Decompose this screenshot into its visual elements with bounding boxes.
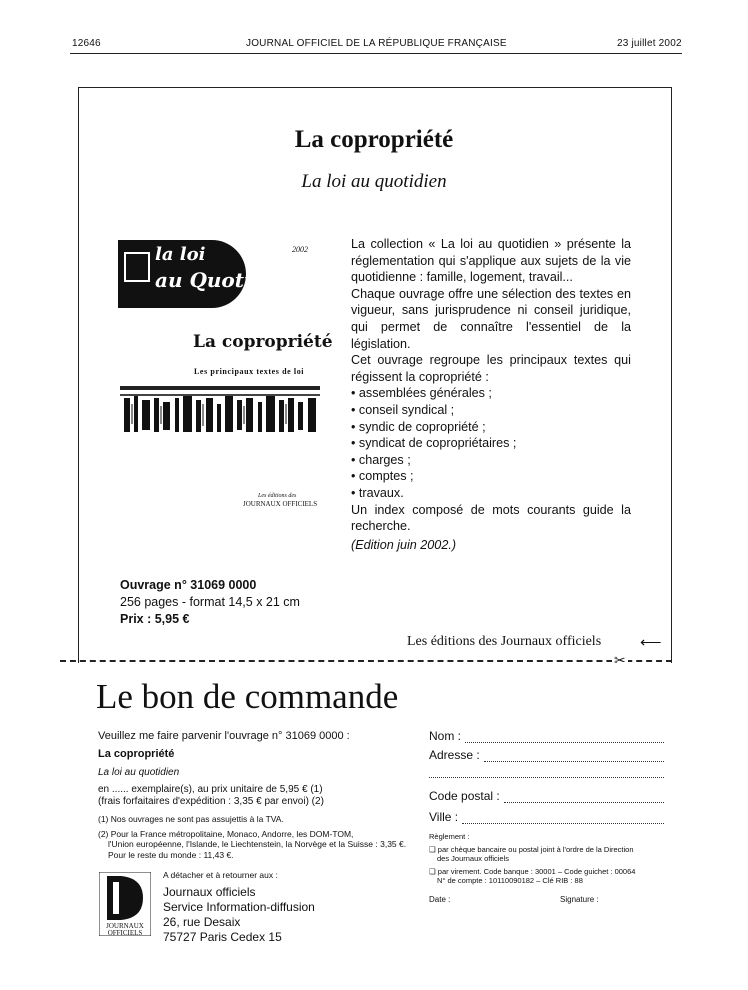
footnote-2c: Pour le reste du monde : 11,43 €. <box>108 849 234 860</box>
footnote-2b: l'Union européenne, l'Islande, le Liechtenstein, la Norvège et la Suisse : 3,35 €. <box>108 839 407 849</box>
journal-name: JOURNAL OFFICIEL DE LA RÉPUBLIQUE FRANÇAISE <box>246 38 507 49</box>
cut-line <box>60 660 672 662</box>
issue-date: 23 juillet 2002 <box>617 38 682 49</box>
jo-mark-icon <box>124 252 150 282</box>
ville-label: Ville : <box>429 810 459 824</box>
virement-line-1: ❑ par virement. Code banque : 30001 – Code guichet : 00064 <box>429 867 636 876</box>
page-number: 12646 <box>72 38 101 49</box>
desc-paragraph-2: Chaque ouvrage offre une sélection des textes en vigueur, sans jurisprudence ni conseil juridique, qui permet de connaître l'essentiel de la législation. <box>351 286 631 351</box>
building-facade-image <box>120 380 320 434</box>
ouvrage-price: Prix : 5,95 € <box>120 612 190 626</box>
footnote-1: (1) Nos ouvrages ne sont pas assujettis à la TVA. <box>98 814 284 824</box>
list-item: • charges ; <box>351 452 631 469</box>
virement-line-2: N° de compte : 10110090182 – Clé RIB : 88 <box>437 876 583 885</box>
order-details <box>98 729 418 860</box>
ouvrage-format: 256 pages - format 14,5 x 21 cm <box>120 595 300 609</box>
payment-cheque-option[interactable] <box>429 845 669 863</box>
order-book-subtitle: La loi au quotidien <box>98 767 180 778</box>
address-line: Service Information-diffusion <box>163 900 315 914</box>
ville-field[interactable] <box>429 810 664 824</box>
logo-text-2: OFFICIELS <box>107 929 143 936</box>
cheque-line-1: ❑ par chèque bancaire ou postal joint à l'ordre de la Direction <box>429 845 634 854</box>
cover-publisher-line2: JOURNAUX OFFICIELS <box>243 500 318 508</box>
nom-field[interactable] <box>429 729 664 743</box>
adresse-label: Adresse : <box>429 748 480 762</box>
payment-virement-option[interactable] <box>429 867 669 885</box>
list-item: • conseil syndical ; <box>351 402 631 419</box>
ad-title: La copropriété <box>294 126 454 153</box>
publisher-credit: Les éditions des Journaux officiels <box>407 634 602 649</box>
cover-publisher-line1: Les éditions des <box>258 493 297 499</box>
desc-paragraph-4: Un index composé de mots courants guide la recherche. <box>351 502 631 534</box>
cover-year: 2002 <box>292 245 308 254</box>
signature-label: Signature : <box>560 895 599 904</box>
code-postal-input-line[interactable] <box>504 792 664 803</box>
cover-title: La copropriété <box>193 332 333 352</box>
scissors-icon: ✂ <box>614 652 626 668</box>
desc-paragraph-3: Cet ouvrage regroupe les principaux textes qui régissent la copropriété : <box>351 353 631 384</box>
nom-label: Nom : <box>429 729 462 743</box>
adresse-input-line[interactable] <box>484 751 664 762</box>
list-item: • assemblées générales ; <box>351 385 631 402</box>
address-line: Journaux officiels <box>163 885 256 899</box>
order-intro: Veuillez me faire parvenir l'ouvrage n° 31069 0000 : <box>98 730 350 742</box>
return-address <box>163 885 315 945</box>
topics-list <box>351 385 631 501</box>
quantity-line: en ...... exemplaire(s), au prix unitaire de 5,95 € (1) <box>98 784 323 795</box>
address-line: 26, rue Desaix <box>163 915 241 929</box>
nom-input-line[interactable] <box>465 732 664 743</box>
ouvrage-info <box>120 577 300 628</box>
date-label: Date : <box>429 895 451 904</box>
adresse-extra-line[interactable] <box>429 777 664 778</box>
send-label: A détacher et à retourner aux : <box>163 870 278 880</box>
list-item: • travaux. <box>351 485 631 502</box>
list-item: • syndic de copropriété ; <box>351 419 631 436</box>
logo-text-1: JOURNAUX <box>106 922 144 930</box>
shipping-line: (frais forfaitaires d'expédition : 3,35 € par envoi) (2) <box>98 796 324 807</box>
logo-line1: la loi <box>155 244 206 265</box>
arrow-left-icon: ⟵ <box>640 634 662 651</box>
journaux-officiels-logo <box>99 872 151 936</box>
desc-paragraph-1: La collection « La loi au quotidien » présente la réglementation qui s'applique aux sujets de la vie quotidienne : famille, logement, travail... <box>351 237 631 285</box>
address-line: 75727 Paris Cedex 15 <box>163 930 282 944</box>
order-book-title: La copropriété <box>98 748 175 760</box>
edition-note: (Edition juin 2002.) <box>351 537 457 552</box>
code-postal-label: Code postal : <box>429 789 500 803</box>
code-postal-field[interactable] <box>429 789 664 803</box>
order-form-title: Le bon de commande <box>96 677 399 716</box>
cover-subtitle: Les principaux textes de loi <box>194 367 305 376</box>
cheque-line-2: des Journaux officiels <box>437 854 509 863</box>
adresse-field[interactable] <box>429 748 664 762</box>
ad-subtitle: La loi au quotidien <box>301 171 447 192</box>
date-signature-row <box>429 895 664 904</box>
ad-description <box>351 236 631 553</box>
ouvrage-number: Ouvrage n° 31069 0000 <box>120 578 257 592</box>
logo-line2: au Quotidien <box>155 268 301 292</box>
ville-input-line[interactable] <box>462 813 664 824</box>
footnote-2a: (2) Pour la France métropolitaine, Monaco, Andorre, les DOM-TOM, <box>98 828 354 839</box>
list-item: • comptes ; <box>351 468 631 485</box>
header-rule <box>70 53 682 54</box>
reglement-label: Règlement : <box>429 832 470 841</box>
list-item: • syndicat de copropriétaires ; <box>351 435 631 452</box>
